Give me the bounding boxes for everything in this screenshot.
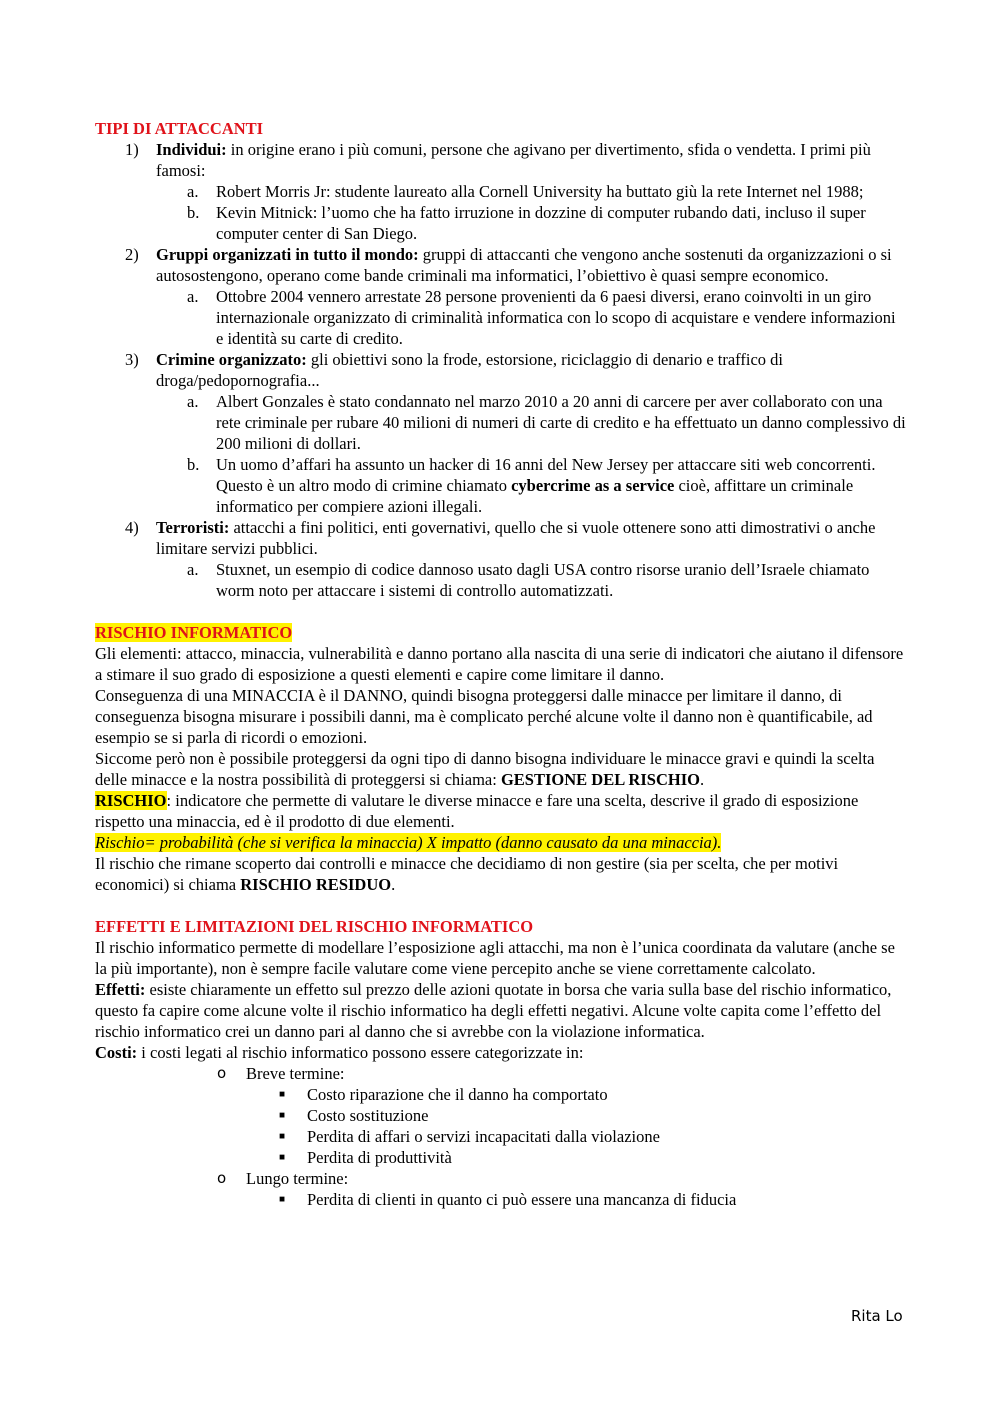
highlighted-term: RISCHIO (95, 791, 167, 810)
bold-label: Effetti: (95, 980, 146, 999)
sub-item-text-end: cioè, affittare un criminale informatico per compiere azioni illegali. (216, 476, 854, 516)
sub-item-text: Kevin Mitnick: l’uomo che ha fatto irruzione in dozzine di computer rubando dati, incluso il super computer center di San Diego. (216, 203, 866, 243)
document-page (95, 118, 907, 1210)
square-bullet-icon: ■ (279, 1152, 286, 1163)
paragraph-end: . (699, 770, 705, 789)
cost-item (95, 1084, 907, 1105)
sub-item-text: Un uomo d’affari ha assunto un hacker di 16 anni del New Jersey per attaccare siti web concorrenti. Questo è un altro modo di crimine chiamato (216, 455, 876, 495)
section-heading-effetti: EFFETTI E LIMITAZIONI DEL RISCHIO INFORMATICO (95, 917, 534, 936)
item-text: in origine erano i più comuni, persone che agivano per divertimento, sfida o vendetta. I primi più famosi: (156, 140, 871, 180)
page-footer-author: Rita Lo (851, 1307, 903, 1325)
risk-formula: Rischio= probabilità (che si verifica la minaccia) X impatto (danno causato da una minaccia). (95, 833, 722, 852)
paragraph (95, 748, 907, 790)
cost-item (95, 1147, 907, 1168)
item-text: gli obiettivi sono la frode, estorsione, riciclaggio di denario e traffico di droga/pedopornografia... (156, 350, 783, 390)
square-bullet-icon: ■ (279, 1194, 286, 1205)
attaccanti-list (95, 139, 907, 601)
cost-item-text: Costo riparazione che il danno ha comportato (307, 1085, 608, 1104)
paragraph: Conseguenza di una MINACCIA è il DANNO, quindi bisogna proteggersi dalle minacce per limitare il danno, di conseguenza bisogna misurare i possibili danni, ma è complicato perché alcune volte il danno non è quantificabile, ad esempio se si parla di ricordi o emozioni. (95, 686, 873, 747)
sub-item-letter: a. (187, 287, 199, 306)
paragraph-text: i costi legati al rischio informatico possono essere categorizzate in: (137, 1043, 584, 1062)
cost-item-text: Perdita di produttività (307, 1148, 452, 1167)
sub-list-item (95, 202, 907, 244)
sub-item-letter: b. (187, 203, 200, 222)
paragraph (95, 790, 907, 832)
cost-item-text: Costo sostituzione (307, 1106, 429, 1125)
cost-item (95, 1189, 907, 1210)
costs-list (95, 1063, 907, 1210)
sub-list-item (95, 391, 907, 454)
highlighted-heading: RISCHIO INFORMATICO (95, 623, 293, 642)
item-number: 2) (125, 245, 139, 264)
sub-item-text: Robert Morris Jr: studente laureato alla Cornell University ha buttato giù la rete Internet nel 1988; (216, 182, 864, 201)
sub-item-text: Albert Gonzales è stato condannato nel marzo 2010 a 20 anni di carcere per aver collaborato con una rete criminale per rubare 40 milioni di numeri di carte di credito e ha effettuato un danno complessivo di 200 milioni di dollari. (216, 392, 906, 453)
square-bullet-icon: ■ (279, 1131, 286, 1142)
paragraph-text: : indicatore che permette di valutare le diverse minacce e fare una scelta, descrive il grado di esposizione rispetto una minaccia, ed è il prodotto di due elementi. (95, 791, 859, 831)
square-bullet-icon: ■ (279, 1089, 286, 1100)
cost-group-label: Lungo termine: (246, 1169, 349, 1188)
formula-line (95, 832, 907, 853)
paragraph (95, 1042, 907, 1063)
paragraph-end: . (391, 875, 396, 894)
sub-list-item (95, 454, 907, 517)
item-title: Individui: (156, 140, 227, 159)
sub-list-item (95, 559, 907, 601)
section-heading-rischio (95, 622, 907, 643)
sub-list-item (95, 286, 907, 349)
paragraph: Il rischio informatico permette di modellare l’esposizione agli attacchi, ma non è l’unica coordinata da valutare (anche se la più importante), non è sempre facile valutare come viene percepito anche se viene correttamente calcolato. (95, 938, 895, 978)
cost-item-text: Perdita di clienti in quanto ci può essere una mancanza di fiducia (307, 1190, 737, 1209)
bold-term: GESTIONE DEL RISCHIO (500, 770, 700, 789)
sub-item-letter: a. (187, 392, 199, 411)
paragraph-text: Il rischio che rimane scoperto dai controlli e minacce che decidiamo di non gestire (sia per scelta, che per motivi economici) si chiama (95, 854, 839, 894)
item-number: 3) (125, 350, 139, 369)
paragraph-text: esiste chiaramente un effetto sul prezzo delle azioni quotate in borsa che varia sulla base del rischio informatico, questo fa capire come alcune volte il rischio informatico ha degli effetti negativi. Alcune volte capita come l’effetto del rischio informatico crei un danno pari al danno che si avrebbe con la violazione informatica. (95, 980, 892, 1041)
bold-term: RISCHIO RESIDUO (240, 875, 392, 894)
item-title: Gruppi organizzati in tutto il mondo: (156, 245, 419, 264)
spacer (95, 895, 907, 916)
item-text: gruppi di attaccanti che vengono anche sostenuti da organizzazioni o si autosostengono, operano come bande criminali ma informatici, l’obiettivo è quasi sempre economico. (156, 245, 892, 285)
cost-group (95, 1168, 907, 1189)
paragraph: Gli elementi: attacco, minaccia, vulnerabilità e danno portano alla nascita di una serie di indicatori che aiutano il difensore a stimare il suo grado di esposizione a questi elementi e capire come limitare il danno. (95, 644, 904, 684)
cost-item (95, 1126, 907, 1147)
list-item (95, 517, 907, 559)
list-item (95, 349, 907, 391)
item-number: 1) (125, 140, 139, 159)
paragraph (95, 979, 907, 1042)
item-text: attacchi a fini politici, enti governativi, quello che si vuole ottenere sono atti dimostrativi o anche limitare servizi pubblici. (156, 518, 876, 558)
paragraph-text: Siccome però non è possibile proteggersi da ogni tipo di danno bisogna individuare le minacce gravi e quindi la scelta delle minacce e la nostra possibilità di proteggersi si chiama: (95, 749, 875, 789)
sub-list-item (95, 181, 907, 202)
list-item (95, 244, 907, 286)
sub-item-text: Stuxnet, un esempio di codice dannoso usato dagli USA contro risorse uranio dell’Israele chiamato worm noto per attaccare i sistemi di controllo automatizzati. (216, 560, 870, 600)
cost-group-label: Breve termine: (246, 1064, 345, 1083)
cost-item (95, 1105, 907, 1126)
list-item (95, 139, 907, 181)
sub-item-letter: b. (187, 455, 200, 474)
sub-item-bold: cybercrime as a service (511, 476, 675, 495)
paragraph (95, 853, 907, 895)
sub-item-text: Ottobre 2004 vennero arrestate 28 persone provenienti da 6 paesi diversi, erano coinvolti in un giro internazionale organizzato di criminalità informatica con lo scopo di acquistare e vendere informazioni e identità su carte di credito. (216, 287, 896, 348)
bold-label: Costi: (95, 1043, 138, 1062)
item-title: Terroristi: (156, 518, 230, 537)
cost-group (95, 1063, 907, 1084)
cost-item-text: Perdita di affari o servizi incapacitati dalla violazione (307, 1127, 660, 1146)
circle-bullet-icon: o (217, 1064, 227, 1082)
sub-item-letter: a. (187, 182, 199, 201)
item-title: Crimine organizzato: (156, 350, 307, 369)
square-bullet-icon: ■ (279, 1110, 286, 1121)
section-heading-attaccanti: TIPI DI ATTACCANTI (95, 119, 264, 138)
circle-bullet-icon: o (217, 1169, 227, 1187)
spacer (95, 601, 907, 622)
item-number: 4) (125, 518, 139, 537)
sub-item-letter: a. (187, 560, 199, 579)
